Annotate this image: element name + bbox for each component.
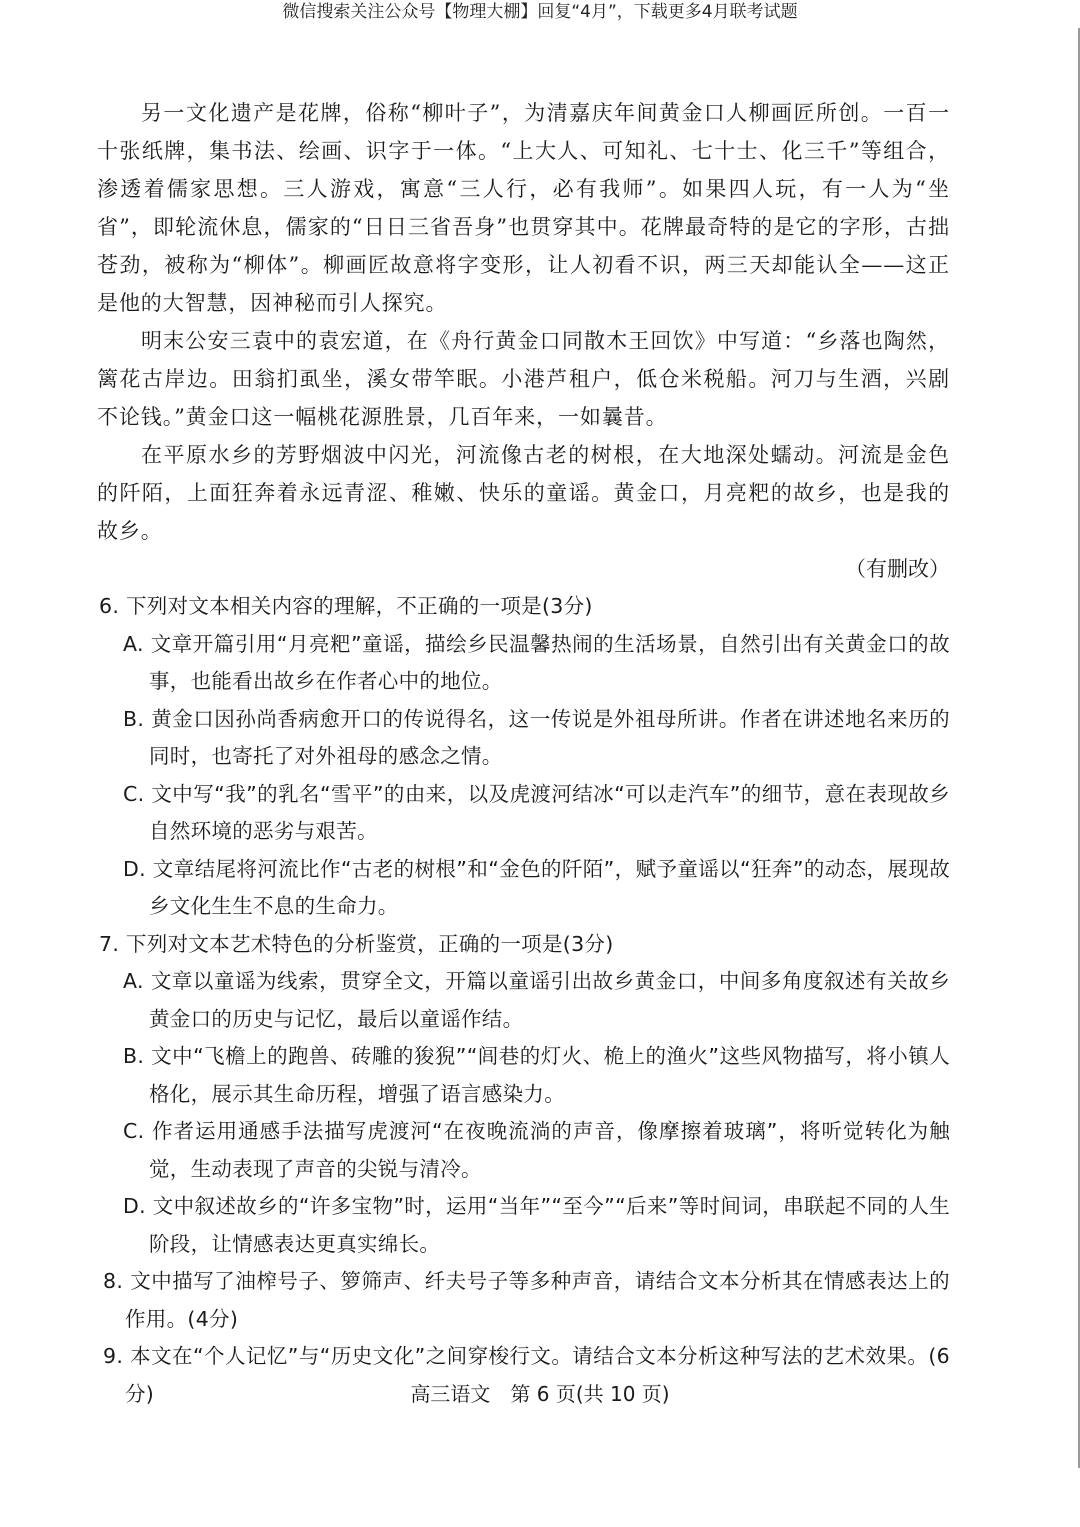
option-a: A. 文章开篇引用“月亮粑”童谣，描绘乡民温馨热闹的生活场景，自然引出有关黄金口的故事，也能看出故乡在作者心中的地位。	[123, 631, 950, 693]
option-d: D. 文章结尾将河流比作“古老的树根”和“金色的阡陌”，赋予童谣以“狂奔”的动态，展现故乡文化生生不息的生命力。	[123, 856, 950, 918]
page-footer: 高三语文 第 6 页(共 10 页)	[410, 1382, 670, 1406]
question-7	[97, 926, 950, 1264]
question-stem: 6. 下列对文本相关内容的理解，不正确的一项是(3分)	[99, 594, 593, 618]
passage-paragraph: 在平原水乡的芳野烟波中闪光，河流像古老的树根，在大地深处蠕动。河流是金色的阡陌，上面狂奔着永远青涩、稚嫩、快乐的童谣。黄金口，月亮粑的故乡，也是我的故乡。	[97, 443, 950, 543]
option-d: D. 文中叙述故乡的“许多宝物”时，运用“当年”“至今”“后来”等时间词，串联起不同的人生阶段，让情感表达更真实绵长。	[123, 1194, 950, 1256]
question-8: 8. 文中描写了油榨号子、箩筛声、纤夫号子等多种声音，请结合文本分析其在情感表达上的作用。(4分)	[103, 1269, 950, 1331]
option-c: C. 作者运用通感手法描写虎渡河“在夜晚流淌的声音，像摩擦着玻璃”，将听觉转化为触觉，生动表现了声音的尖锐与清冷。	[123, 1119, 950, 1181]
page-content	[97, 94, 950, 1413]
question-9: 9. 本文在“个人记忆”与“历史文化”之间穿梭行文。请结合文本分析这种写法的艺术效果。(6分)	[103, 1344, 950, 1406]
exam-page	[0, 28, 1080, 1468]
option-c: C. 文中写“我”的乳名“雪平”的由来，以及虎渡河结冰“可以走汽车”的细节，意在表现故乡自然环境的恶劣与艰苦。	[123, 781, 950, 843]
edit-note: （有删改）	[845, 557, 950, 581]
passage-paragraph: 另一文化遗产是花牌，俗称“柳叶子”，为清嘉庆年间黄金口人柳画匠所创。一百一十张纸牌，集书法、绘画、识字于一体。“上大人、可知礼、七十士、化三千”等组合，渗透着儒家思想。三人游戏，寓意“三人行，必有我师”。如果四人玩，有一人为“坐省”，即轮流休息，儒家的“日日三省吾身”也贯穿其中。花牌最奇特的是它的字形，古拙苍劲，被称为“柳体”。柳画匠故意将字变形，让人初看不识，两三天却能认全——这正是他的大智慧，因神秘而引人探究。	[97, 101, 950, 315]
passage-paragraph: 明末公安三袁中的袁宏道，在《舟行黄金口同散木王回饮》中写道：“乡落也陶然，篱花古岸边。田翁扪虱坐，溪女带竿眠。小港芦租户，低仓米税船。河刀与生酒，兴剧不论钱。”黄金口这一幅桃花源胜景，几百年来，一如曩昔。	[97, 329, 950, 429]
option-b: B. 文中“飞檐上的跑兽、砖雕的狻猊”“闾巷的灯火、桅上的渔火”这些风物描写，将小镇人格化，展示其生命历程，增强了语言感染力。	[123, 1044, 950, 1106]
question-6	[97, 588, 950, 926]
option-b: B. 黄金口因孙尚香病愈开口的传说得名，这一传说是外祖母所讲。作者在讲述地名来历的同时，也寄托了对外祖母的感念之情。	[123, 706, 950, 768]
top-banner: 微信搜索关注公众号【物理大棚】回复“4月”，下载更多4月联考试题	[282, 2, 798, 22]
bottom-margin	[0, 1468, 1080, 1527]
question-stem: 7. 下列对文本艺术特色的分析鉴赏，正确的一项是(3分)	[99, 931, 614, 956]
option-a: A. 文章以童谣为线索，贯穿全文，开篇以童谣引出故乡黄金口，中间多角度叙述有关故乡黄金口的历史与记忆，最后以童谣作结。	[123, 969, 950, 1031]
